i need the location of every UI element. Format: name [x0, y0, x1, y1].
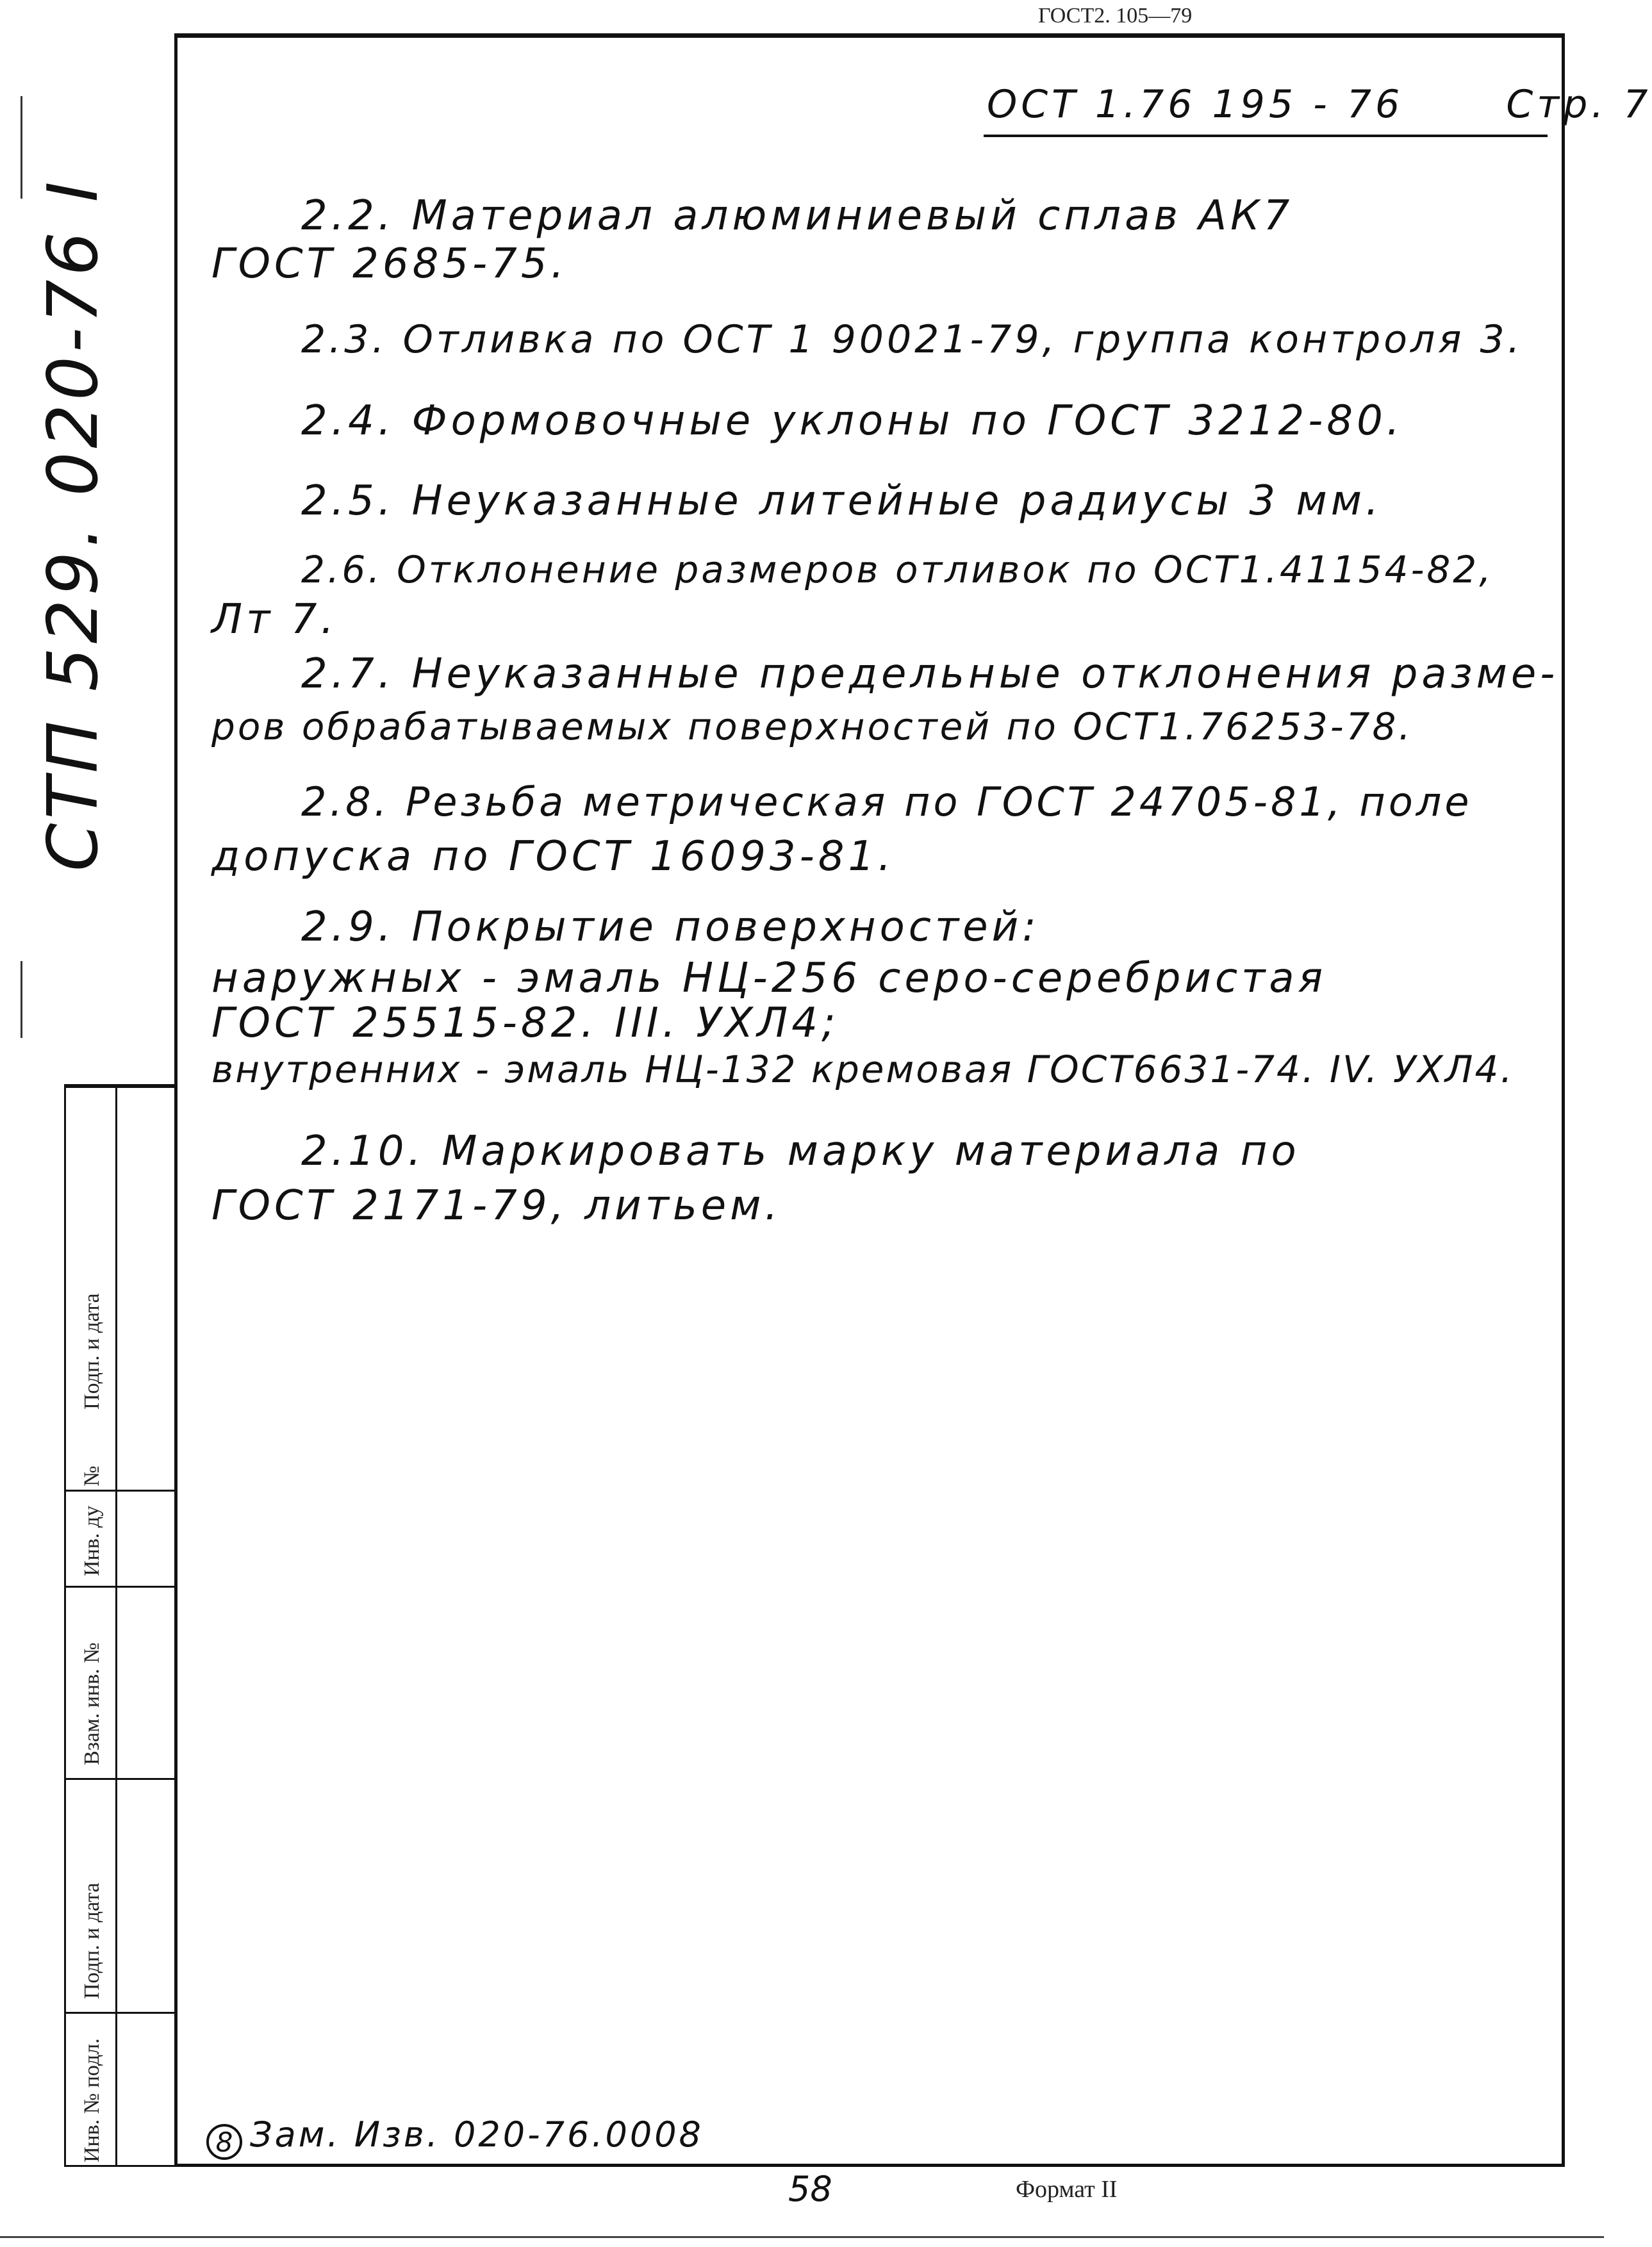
stamp-label-column [66, 1086, 117, 2165]
sheet-number: Стр. 7 [1506, 82, 1652, 127]
body-line-2-10: 2.10. Маркировать марку материала по [301, 1128, 1300, 1175]
body-line-2-9-gost: ГОСТ 25515-82. III. УХЛ4; [211, 1000, 839, 1047]
stamp-label-inv-du: Инв. ду [80, 1505, 104, 1576]
body-line-2-5: 2.5. Неуказанные литейные радиусы 3 мм. [301, 477, 1383, 525]
stamp-label-podp-data-2: Подп. и дата [80, 1882, 104, 1999]
side-document-code: СТП 529. 020-76 I [33, 177, 113, 871]
approval-stamp [64, 1084, 174, 2167]
header-underline [984, 135, 1548, 137]
stamp-label-inv-podl: Инв. № подл. [80, 2038, 104, 2162]
body-line-2-2: 2.2. Материал алюминиевый сплав АК7 [301, 192, 1294, 240]
body-line-2-7: 2.7. Неуказанные предельные отклонения разме- [301, 650, 1559, 698]
top-gost-reference: ГОСТ2. 105—79 [1038, 4, 1193, 28]
body-line-2-8: 2.8. Резьба метрическая по ГОСТ 24705-81, поле [301, 778, 1473, 825]
body-line-2-9: 2.9. Покрытие поверхностей: [301, 903, 1040, 951]
margin-line-top [21, 96, 22, 199]
body-line-2-8-cont: допуска по ГОСТ 16093-81. [211, 833, 895, 880]
body-line-2-4: 2.4. Формовочные уклоны по ГОСТ 3212-80. [301, 397, 1404, 445]
stamp-label-podp-data-1: Подп. и дата [80, 1293, 104, 1410]
page-number: 58 [788, 2169, 832, 2209]
stamp-divider [66, 1586, 176, 1588]
body-line-2-10-cont: ГОСТ 2171-79, литьем. [211, 1182, 782, 1230]
body-line-2-6-cont: Лт 7. [211, 596, 338, 643]
stamp-divider [66, 1086, 176, 1088]
format-label: Формат II [1016, 2176, 1118, 2203]
stamp-divider [66, 2012, 176, 2014]
stamp-label-number: № [80, 1465, 104, 1486]
stamp-divider [66, 1490, 176, 1492]
change-note-text: Зам. Изв. 020-76.0008 [250, 2114, 704, 2155]
body-line-2-2-cont: ГОСТ 2685-75. [211, 240, 568, 288]
body-line-2-9-inner: внутренних - эмаль НЦ-132 кремовая ГОСТ6631-74. IV. УХЛ4. [211, 1048, 1514, 1091]
stamp-label-vzam-inv: Взам. инв. № [80, 1642, 104, 1765]
body-line-2-6: 2.6. Отклонение размеров отливок по ОСТ1.41154-82, [301, 548, 1494, 591]
body-line-2-7-cont: ров обрабатываемых поверхностей по ОСТ1.76253-78. [211, 705, 1413, 748]
margin-line-mid [21, 961, 22, 1038]
stamp-divider [66, 1778, 176, 1780]
designation-code: ОСТ 1.76 195 - 76 [987, 82, 1404, 127]
bottom-rule [0, 2236, 1604, 2238]
document-designation [987, 82, 1652, 127]
change-number-circle: 8 [206, 2124, 242, 2160]
body-line-2-9-outer: наружных - эмаль НЦ-256 серо-серебристая [211, 955, 1327, 1002]
body-line-2-3: 2.3. Отливка по ОСТ 1 90021-79, группа контроля 3. [301, 317, 1523, 362]
